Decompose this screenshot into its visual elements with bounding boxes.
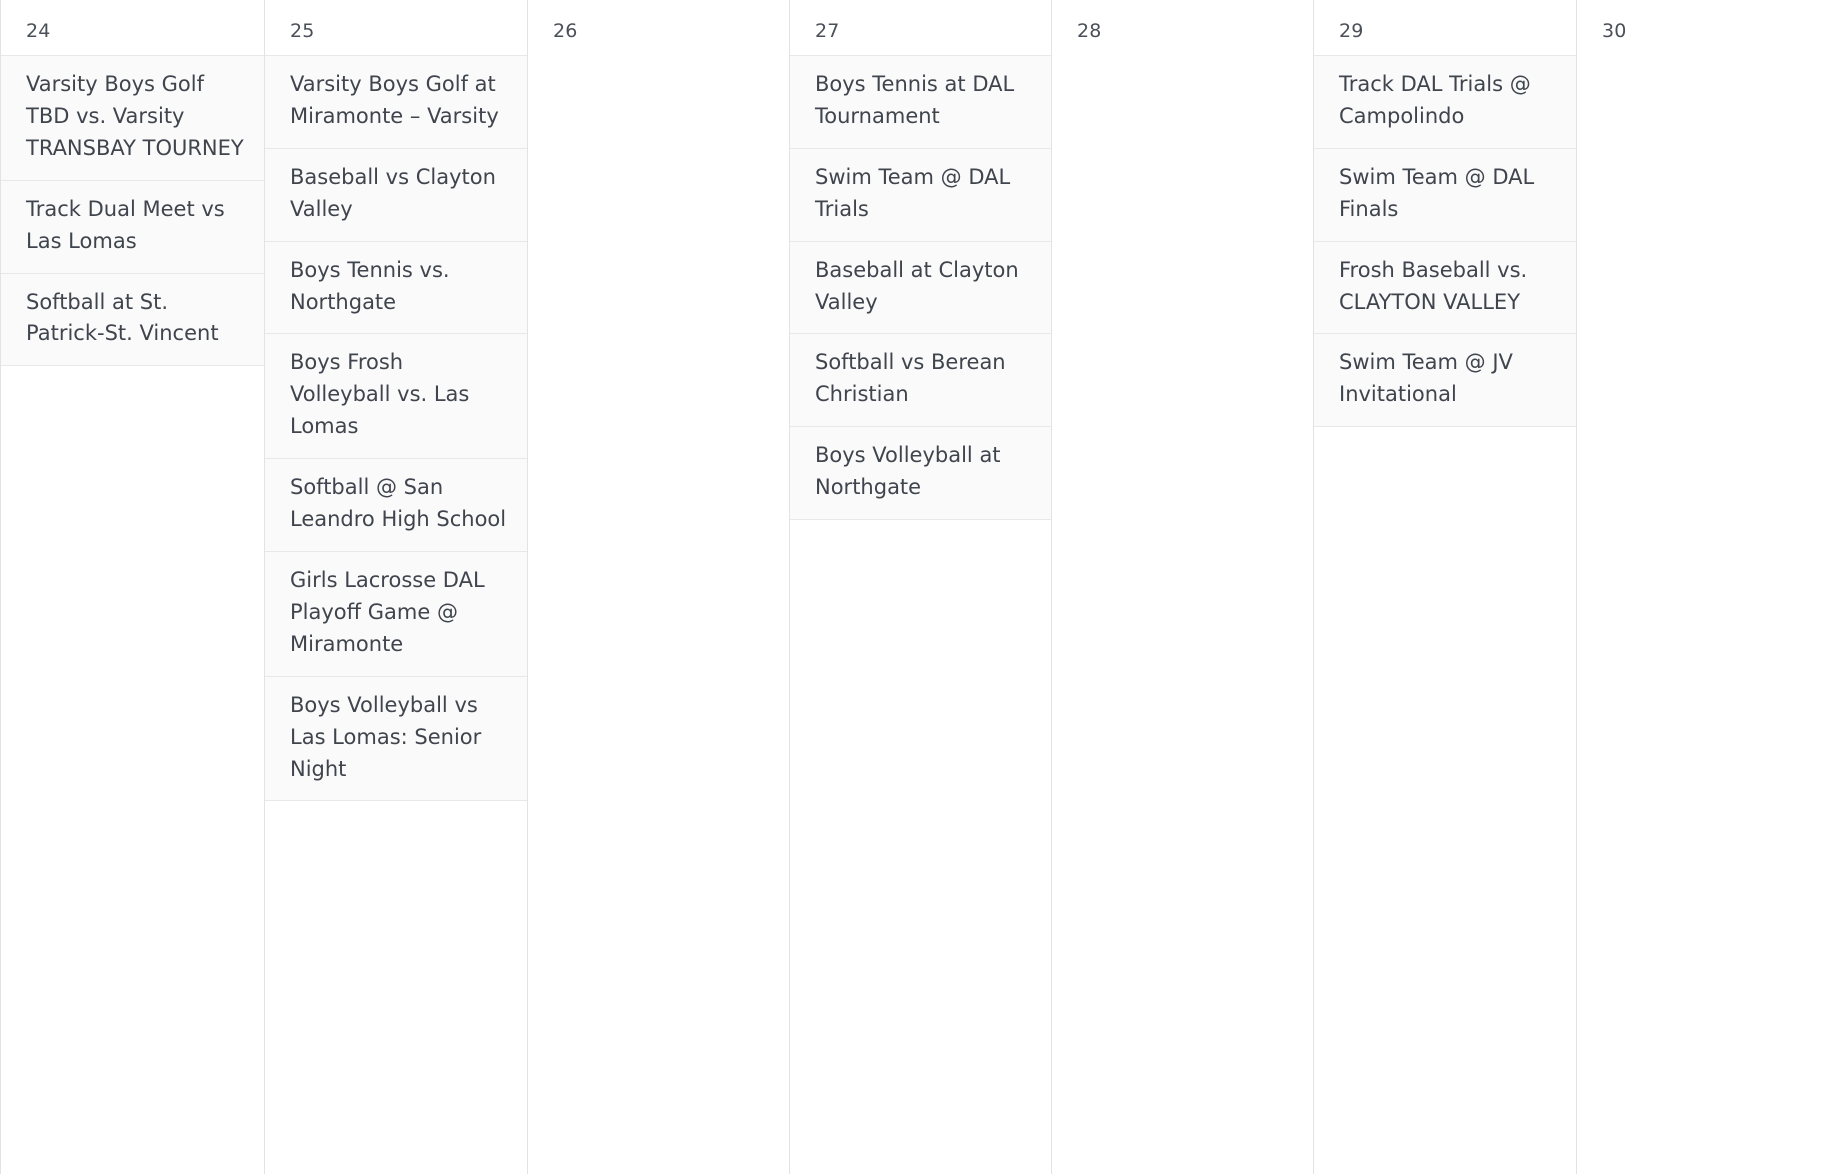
calendar-event[interactable]: Swim Team @ DAL Finals <box>1314 148 1576 242</box>
calendar-event[interactable]: Softball @ San Leandro High School <box>265 458 527 552</box>
calendar-event[interactable]: Varsity Boys Golf at Miramonte – Varsity <box>265 55 527 149</box>
calendar-event[interactable]: Swim Team @ DAL Trials <box>790 148 1051 242</box>
calendar-event[interactable]: Softball at St. Patrick-St. Vincent <box>1 273 264 367</box>
calendar-event[interactable]: Track Dual Meet vs Las Lomas <box>1 180 264 274</box>
day-column-26[interactable] <box>528 0 790 1174</box>
event-list <box>1314 55 1576 427</box>
calendar-event[interactable]: Girls Lacrosse DAL Playoff Game @ Miramonte <box>265 551 527 677</box>
calendar-event[interactable]: Softball vs Berean Christian <box>790 333 1051 427</box>
day-column-24[interactable] <box>0 0 265 1174</box>
day-number[interactable]: 30 <box>1602 20 1627 42</box>
calendar-event[interactable]: Baseball at Clayton Valley <box>790 241 1051 335</box>
event-list <box>1 55 264 366</box>
calendar-event[interactable]: Boys Volleyball vs Las Lomas: Senior Night <box>265 676 527 802</box>
day-number[interactable]: 24 <box>26 20 51 42</box>
calendar-event[interactable]: Frosh Baseball vs. CLAYTON VALLEY <box>1314 241 1576 335</box>
calendar-event[interactable]: Varsity Boys Golf TBD vs. Varsity TRANSBAY TOURNEY <box>1 55 264 181</box>
event-list <box>265 55 527 801</box>
day-column-27[interactable] <box>790 0 1052 1174</box>
day-column-28[interactable] <box>1052 0 1314 1174</box>
calendar-event[interactable]: Swim Team @ JV Invitational <box>1314 333 1576 427</box>
day-number[interactable]: 25 <box>290 20 315 42</box>
day-column-25[interactable] <box>265 0 528 1174</box>
event-list <box>790 55 1051 520</box>
calendar-event[interactable]: Boys Frosh Volleyball vs. Las Lomas <box>265 333 527 459</box>
calendar-event[interactable]: Boys Volleyball at Northgate <box>790 426 1051 520</box>
day-number[interactable]: 27 <box>815 20 840 42</box>
day-column-30[interactable] <box>1577 0 1846 1174</box>
day-column-29[interactable] <box>1314 0 1577 1174</box>
day-number[interactable]: 26 <box>553 20 578 42</box>
calendar-event[interactable]: Baseball vs Clayton Valley <box>265 148 527 242</box>
day-number[interactable]: 28 <box>1077 20 1102 42</box>
day-number[interactable]: 29 <box>1339 20 1364 42</box>
calendar-event[interactable]: Track DAL Trials @ Campolindo <box>1314 55 1576 149</box>
calendar-event[interactable]: Boys Tennis vs. Northgate <box>265 241 527 335</box>
calendar-event[interactable]: Boys Tennis at DAL Tournament <box>790 55 1051 149</box>
